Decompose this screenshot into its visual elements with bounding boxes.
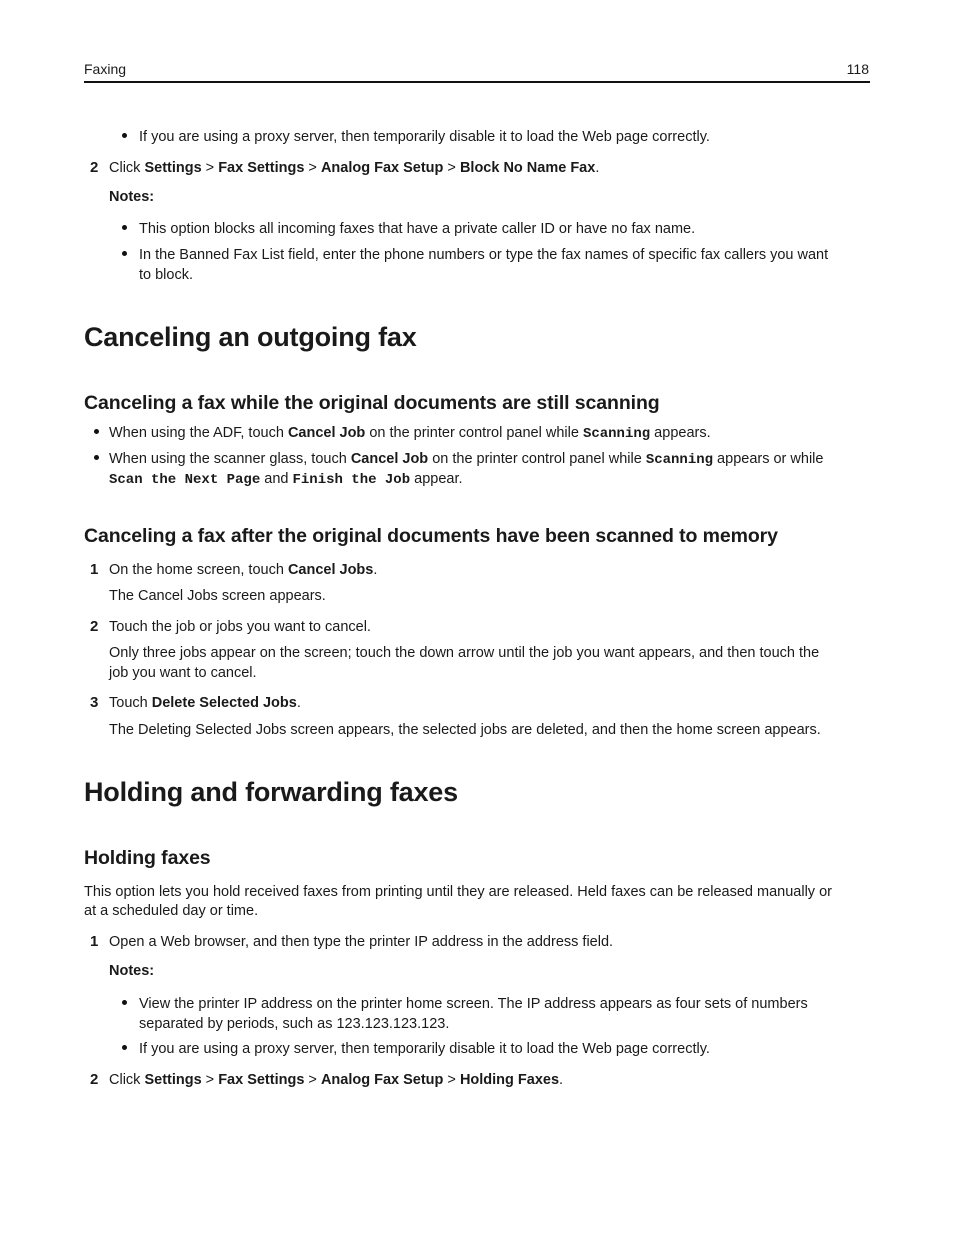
bullet-icon <box>122 225 127 230</box>
note-private-caller: This option blocks all incoming faxes that have a private caller ID or have no fax name. <box>139 221 696 237</box>
notes-label: Notes: <box>109 963 155 979</box>
bullet-scanner-glass-line2: Scan the Next Page and Finish the Job appear. <box>109 471 463 488</box>
bullet-icon <box>122 133 127 138</box>
subheading-holding-faxes: Holding faxes <box>84 847 211 869</box>
intro-line1: This option lets you hold received faxes from printing until they are released. Held faxes can be released manually or <box>84 884 832 900</box>
bullet-scanner-glass-line1: When using the scanner glass, touch Cancel Job on the printer control panel while Scanning appears or while <box>109 451 824 468</box>
intro-line2: at a scheduled day or time. <box>84 903 259 919</box>
step-number: 2 <box>90 1071 99 1088</box>
page-number: 118 <box>846 61 869 77</box>
bullet-adf: When using the ADF, touch Cancel Job on the printer control panel while Scanning appears. <box>109 425 711 442</box>
bullet-icon <box>94 429 99 434</box>
step-number: 1 <box>90 561 99 578</box>
bullet-icon <box>122 1000 127 1005</box>
heading-canceling-outgoing-fax: Canceling an outgoing fax <box>84 322 417 352</box>
step-number: 3 <box>90 694 99 711</box>
step-touch-cancel-jobs: On the home screen, touch Cancel Jobs. <box>109 562 378 578</box>
bullet-proxy: If you are using a proxy server, then temporarily disable it to load the Web page correctly. <box>139 129 710 145</box>
step-click-path-holding: Click Settings > Fax Settings > Analog Fax Setup > Holding Faxes. <box>109 1072 564 1088</box>
step-touch-job: Touch the job or jobs you want to cancel. <box>109 619 371 635</box>
note-proxy: If you are using a proxy server, then temporarily disable it to load the Web page correctly. <box>139 1041 710 1057</box>
note-banned-list-line1: In the Banned Fax List field, enter the phone numbers or type the fax names of specific fax callers you want <box>139 247 829 263</box>
step-number: 2 <box>90 618 99 635</box>
running-header-section: Faxing <box>84 61 127 77</box>
header-rule <box>84 81 870 83</box>
step-number: 1 <box>90 933 99 950</box>
note-ip-address-line1: View the printer IP address on the printer home screen. The IP address appears as four sets of numbers <box>139 996 808 1012</box>
bullet-icon <box>122 1045 127 1050</box>
step-note-three-jobs-line1: Only three jobs appear on the screen; touch the down arrow until the job you want appears, and then touch the <box>109 645 820 661</box>
step-result-deleting-screen: The Deleting Selected Jobs screen appears, the selected jobs are deleted, and then the home screen appears. <box>109 722 821 738</box>
step-open-browser: Open a Web browser, and then type the printer IP address in the address field. <box>109 934 614 950</box>
bullet-icon <box>94 455 99 460</box>
subheading-cancel-while-scanning: Canceling a fax while the original documents are still scanning <box>84 392 660 414</box>
step-touch-delete-selected: Touch Delete Selected Jobs. <box>109 695 301 711</box>
step-result-cancel-jobs-screen: The Cancel Jobs screen appears. <box>109 588 326 604</box>
step-number: 2 <box>90 159 99 176</box>
note-ip-address-line2: separated by periods, such as 123.123.123.123. <box>139 1016 450 1032</box>
step-note-three-jobs-line2: job you want to cancel. <box>109 665 257 681</box>
step-click-path: Click Settings > Fax Settings > Analog Fax Setup > Block No Name Fax. <box>109 160 600 176</box>
notes-label: Notes: <box>109 189 155 205</box>
note-banned-list-line2: to block. <box>139 267 193 283</box>
bullet-icon <box>122 251 127 256</box>
heading-holding-forwarding: Holding and forwarding faxes <box>84 777 458 807</box>
subheading-cancel-after-scanned: Canceling a fax after the original documents have been scanned to memory <box>84 525 778 547</box>
